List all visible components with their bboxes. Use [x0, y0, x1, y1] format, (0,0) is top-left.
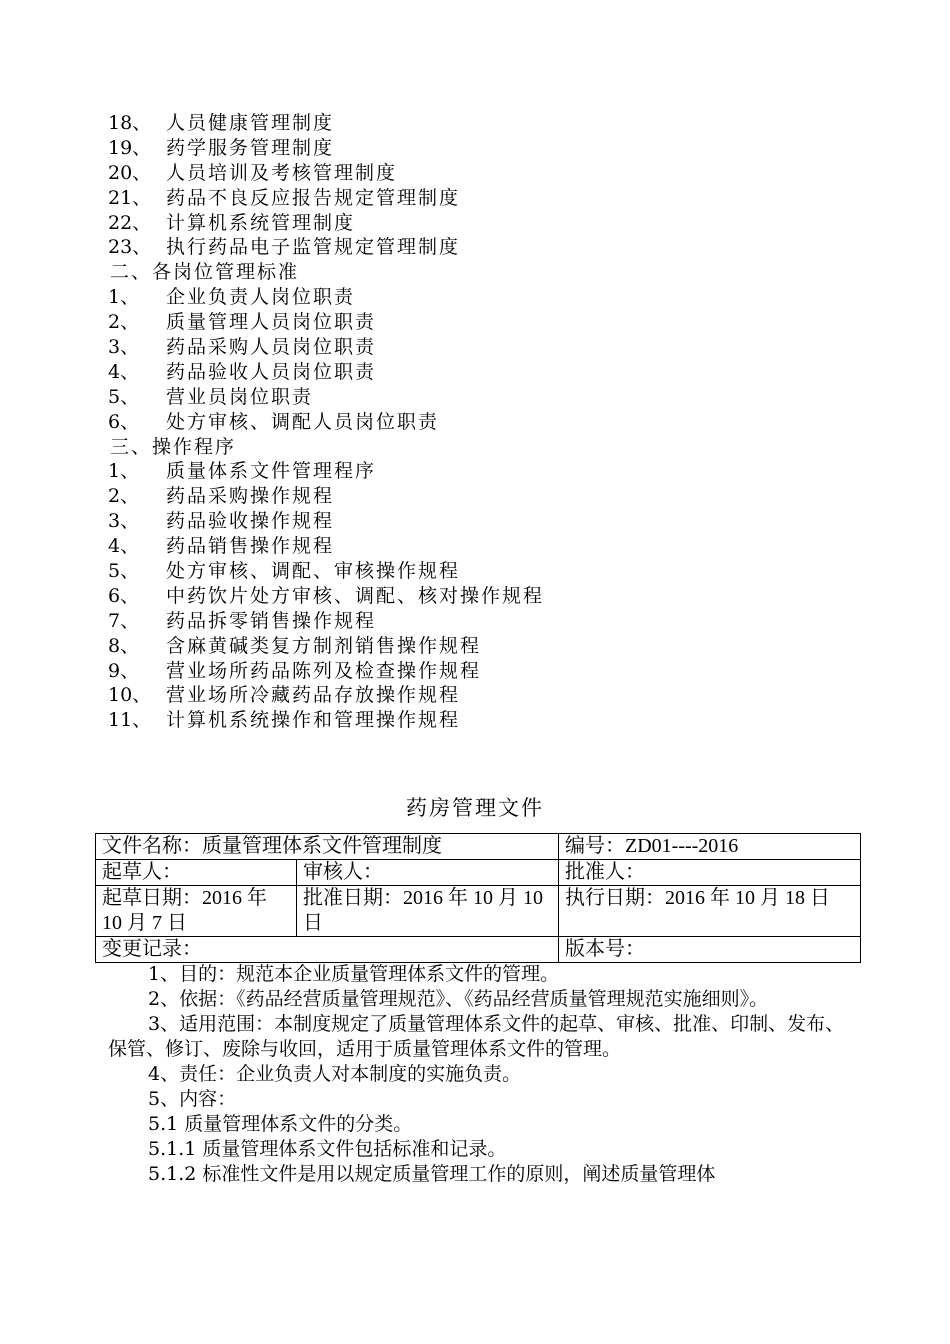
- list-item: [108, 659, 868, 684]
- item-number: 1、: [108, 286, 140, 309]
- item-text: 营业场所药品陈列及检查操作规程: [166, 659, 482, 682]
- item-number: 2、: [108, 311, 140, 334]
- item-text: 药品拆零销售操作规程: [166, 609, 377, 632]
- section-heading: 三、操作程序: [110, 435, 237, 458]
- item-text: 企业负责人岗位职责: [166, 286, 356, 309]
- paragraph-5-1-1: 5.1.1 质量管理体系文件包括标准和记录。: [148, 1138, 507, 1160]
- drafter-cell: 起草人：: [96, 860, 297, 886]
- table-row: [96, 834, 861, 860]
- item-text: 人员健康管理制度: [166, 112, 335, 134]
- item-text: 药品采购人员岗位职责: [166, 336, 377, 359]
- change-record-cell: 变更记录：: [96, 937, 559, 963]
- list-item: [108, 211, 868, 236]
- item-number: 10、: [108, 684, 152, 707]
- list-item: [108, 335, 868, 360]
- item-text: 执行药品电子监管规定管理制度: [166, 236, 461, 259]
- list-item: [108, 509, 868, 534]
- code-cell: 编号：ZD01----2016: [559, 834, 861, 860]
- list-item: [108, 360, 868, 385]
- paragraph-purpose: 1、目的：规范本企业质量管理体系文件的管理。: [148, 963, 560, 985]
- item-text: 药品不良反应报告规定管理制度: [166, 186, 461, 209]
- item-number: 5、: [108, 385, 140, 408]
- item-number: 6、: [108, 410, 140, 433]
- item-text: 药品销售操作规程: [166, 535, 335, 558]
- item-number: 19、: [108, 136, 152, 159]
- item-text: 药品验收操作规程: [166, 510, 335, 533]
- item-number: 3、: [108, 336, 140, 359]
- paragraph-content: 5、内容：: [148, 1088, 237, 1110]
- item-number: 11、: [108, 709, 152, 732]
- list-item: [108, 634, 868, 659]
- document-body: [108, 962, 848, 1187]
- item-text: 营业员岗位职责: [166, 385, 314, 408]
- list-item: [108, 285, 868, 310]
- list-item: [108, 708, 868, 733]
- item-text: 人员培训及考核管理制度: [166, 161, 398, 184]
- version-cell: 版本号：: [559, 937, 861, 963]
- list-item: [108, 161, 868, 186]
- paragraph-responsibility: 4、责任：企业负责人对本制度的实施负责。: [148, 1063, 522, 1085]
- item-number: 4、: [108, 360, 140, 383]
- item-number: 22、: [108, 211, 152, 234]
- document-info-table: [95, 833, 861, 963]
- table-row: [96, 860, 861, 886]
- list-item: [108, 385, 868, 410]
- paragraph-basis: 2、依据：《药品经营质量管理规范》、《药品经营质量管理规范实施细则》。: [148, 988, 769, 1010]
- item-text: 药品采购操作规程: [166, 485, 335, 508]
- exec-date-cell: 执行日期：2016 年 10 月 18 日: [559, 886, 861, 937]
- reviewer-cell: 审核人：: [297, 860, 559, 886]
- item-number: 20、: [108, 161, 152, 184]
- approve-date-cell: 批准日期：2016 年 10 月 10 日: [297, 886, 559, 937]
- list-item: [108, 484, 868, 509]
- list-item: [108, 584, 868, 609]
- document-list: [108, 111, 868, 733]
- item-text: 药学服务管理制度: [166, 136, 335, 159]
- item-number: 9、: [108, 659, 140, 682]
- item-number: 18、: [108, 112, 152, 134]
- paragraph-5-1-2: 5.1.2 标准性文件是用以规定质量管理工作的原则，阐述质量管理体: [148, 1163, 716, 1185]
- item-text: 质量管理人员岗位职责: [166, 311, 377, 334]
- list-item: [108, 559, 868, 584]
- list-item: [108, 136, 868, 161]
- item-number: 4、: [108, 535, 140, 558]
- item-number: 21、: [108, 186, 152, 209]
- paragraph-scope: 3、适用范围：本制度规定了质量管理体系文件的起草、审核、批准、印制、发布、保管、修订、废除与收回，适用于质量管理体系文件的管理。: [108, 1013, 845, 1060]
- item-text: 质量体系文件管理程序: [166, 460, 377, 483]
- table-row: [96, 937, 861, 963]
- section-heading: 二、各岗位管理标准: [110, 261, 300, 284]
- document-title: 药房管理文件: [406, 796, 544, 820]
- item-number: 2、: [108, 485, 140, 508]
- list-item: [108, 410, 868, 435]
- item-number: 7、: [108, 609, 140, 632]
- item-text: 中药饮片处方审核、调配、核对操作规程: [166, 584, 545, 607]
- list-item: [108, 683, 868, 708]
- item-number: 6、: [108, 584, 140, 607]
- list-item: [108, 534, 868, 559]
- list-item: [108, 235, 868, 260]
- item-text: 计算机系统管理制度: [166, 211, 356, 234]
- item-text: 营业场所冷藏药品存放操作规程: [166, 684, 461, 707]
- item-text: 药品验收人员岗位职责: [166, 360, 377, 383]
- item-number: 5、: [108, 560, 140, 583]
- paragraph-5-1: 5.1 质量管理体系文件的分类。: [148, 1113, 413, 1135]
- draft-date-cell: 起草日期：2016 年 10 月 7 日: [96, 886, 297, 937]
- list-item: [108, 111, 868, 136]
- item-text: 处方审核、调配人员岗位职责: [166, 410, 440, 433]
- item-number: 1、: [108, 460, 140, 483]
- list-item: [108, 609, 868, 634]
- list-item: [108, 310, 868, 335]
- item-number: 3、: [108, 510, 140, 533]
- list-item: [108, 186, 868, 211]
- item-text: 处方审核、调配、审核操作规程: [166, 560, 461, 583]
- approver-cell: 批准人：: [559, 860, 861, 886]
- item-text: 含麻黄碱类复方制剂销售操作规程: [166, 634, 482, 657]
- list-item: [108, 459, 868, 484]
- item-number: 8、: [108, 634, 140, 657]
- item-number: 23、: [108, 236, 152, 259]
- table-row: [96, 886, 861, 937]
- item-text: 计算机系统操作和管理操作规程: [166, 709, 461, 732]
- file-name-cell: 文件名称：质量管理体系文件管理制度: [96, 834, 559, 860]
